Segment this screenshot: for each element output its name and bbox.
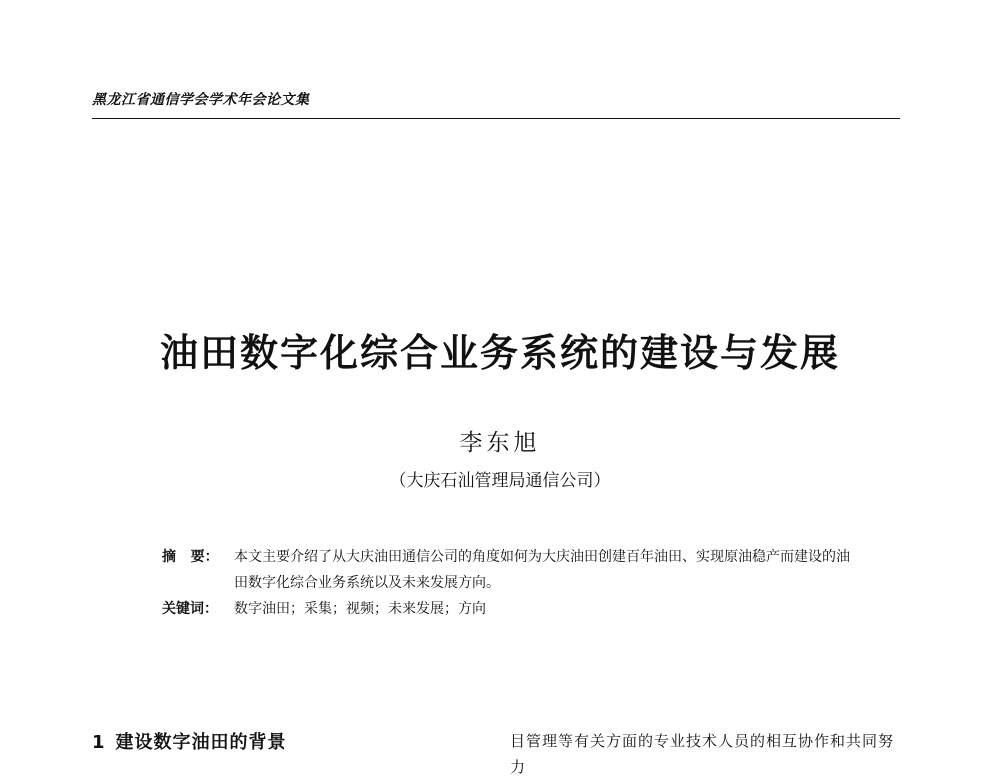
author-affiliation: （大庆石汕管理局通信公司） [389,471,611,491]
abstract-row [162,544,852,596]
author-name: 李东旭 [459,430,541,456]
abstract-label: 摘 要： [162,549,219,565]
keywords-row [162,596,852,622]
abstract-text: 本文主要介绍了从大庆油田通信公司的角度如何为大庆油田创建百年油田、实现原油稳产而建设的油田数字化综合业务系统以及未来发展方向。 [234,549,850,591]
header-rule [92,118,900,119]
abstract-block [162,544,852,622]
keywords-label: 关键词： [162,601,218,617]
running-header: 黑龙江省通信学会学术年会论文集 [92,92,310,108]
section-heading [92,728,287,754]
section-number: 1 [92,732,106,753]
keywords-text: 数字油田；采集；视频；未来发展；方向 [234,601,486,617]
section-title: 建设数字油田的背景 [115,732,287,753]
body-text-right-column: 目管理等有关方面的专业技术人员的相互协作和共同努力 [510,732,895,776]
paper-title: 油田数字化综合业务系统的建设与发展 [159,330,840,375]
